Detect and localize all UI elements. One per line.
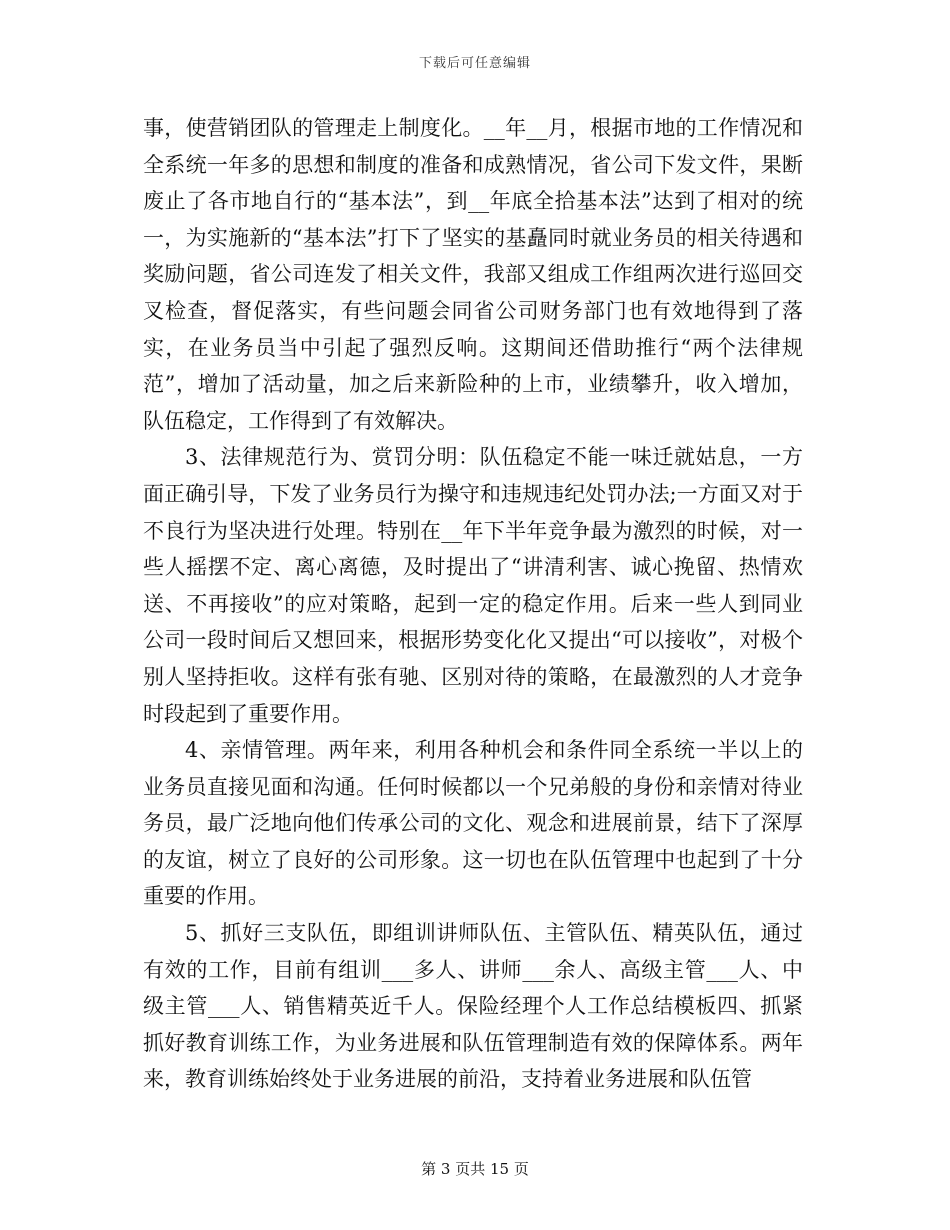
document-body (143, 110, 803, 1098)
page-header: 下载后可任意编辑 (418, 56, 531, 71)
page-number: 第 3 页共 15 页 (421, 1160, 529, 1178)
paragraph-item-5: 5、抓好三支队伍，即组训讲师队伍、主管队伍、精英队伍，通过有效的工作，目前有组训___多人、讲师___余人、高级主管___人、中级主管___人、销售精英近千人。保险经理个人工作总结模板四、抓紧抓好教育训练工作，为业务进展和队伍管理制造有效的保障体系。两年来，教育训练始终处于业务进展的前沿，支持着业务进展和队伍管 (143, 921, 803, 1092)
paragraph-item-4: 4、亲情管理。两年来，利用各种机会和条件同全系统一半以上的业务员直接见面和沟通。任何时候都以一个兄弟般的身份和亲情对待业务员，最广泛地向他们传承公司的文化、观念和进展前景，结下了深厚的友谊，树立了良好的公司形象。这一切也在队伍管理中也起到了十分重要的作用。 (143, 738, 803, 909)
paragraph-item-3: 3、法律规范行为、赏罚分明：队伍稳定不能一味迁就姑息，一方面正确引导，下发了业务员行为操守和违规违纪处罚办法;一方面又对于不良行为坚决进行处理。特别在__年下半年竞争最为激烈的时候，对一些人摇摆不定、离心离德，及时提出了“讲清利害、诚心挽留、热情欢送、不再接收”的应对策略，起到一定的稳定作用。后来一些人到同业公司一段时间后又想回来，根据形势变化化又提出“可以接收”，对极个别人坚持拒收。这样有张有驰、区别对待的策略，在最激烈的人才竞争时段起到了重要作用。 (143, 445, 803, 726)
paragraph-continuation: 事，使营销团队的管理走上制度化。__年__月，根据市地的工作情况和全系统一年多的思想和制度的准备和成熟情况，省公司下发文件，果断废止了各市地自行的“基本法”，到__年底全拾基本法”达到了相对的统一，为实施新的“基本法”打下了坚实的基矗同时就业务员的相关待遇和奖励问题，省公司连发了相关文件，我部又组成工作组两次进行巡回交叉检查，督促落实，有些问题会同省公司财务部门也有效地得到了落实，在业务员当中引起了强烈反响。这期间还借助推行“两个法律规范”，增加了活动量，加之后来新险种的上市，业绩攀升，收入增加，队伍稳定，工作得到了有效解决。 (143, 116, 803, 433)
